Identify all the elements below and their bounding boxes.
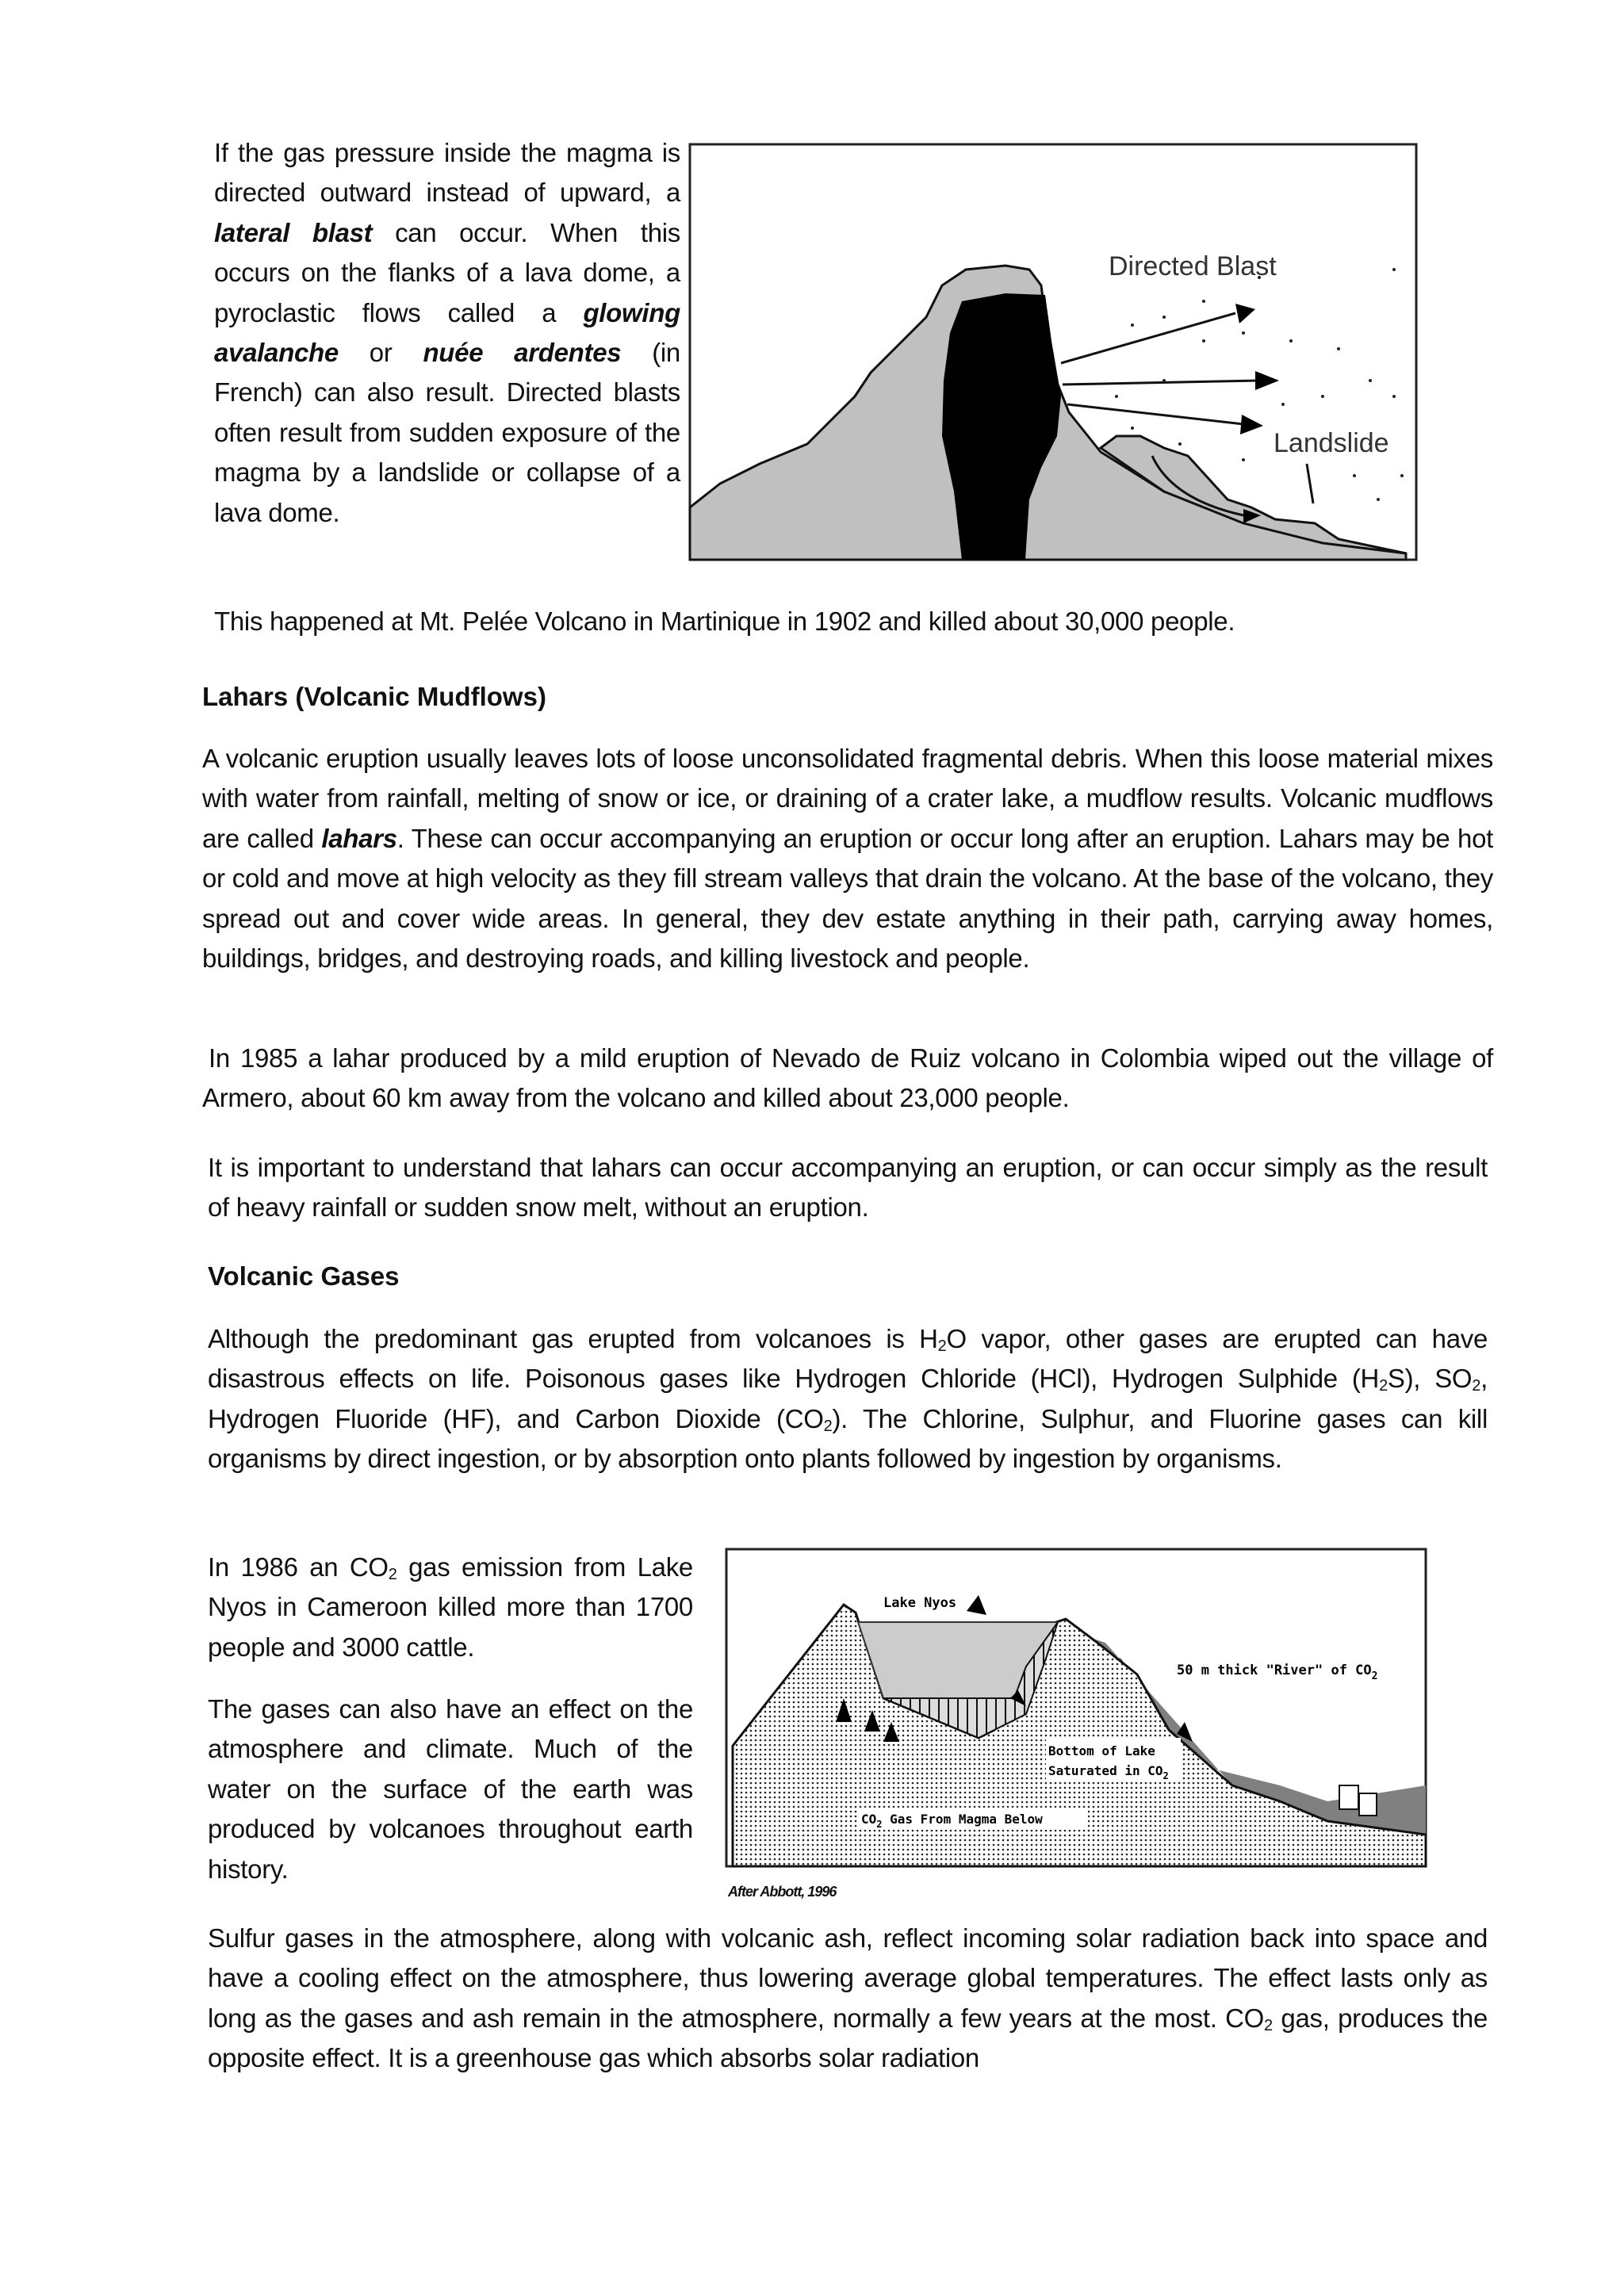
- lahars-note-paragraph: It is important to understand that lahars can occur accompanying an eruption, or can occur simply as the result of heavy rainfall or sudden snow melt, without an eruption.: [208, 1153, 1488, 1223]
- directed-blast-diagram: [688, 143, 1419, 563]
- directed-blast-label: Directed Blast: [1109, 251, 1277, 281]
- lahars-heading: Lahars (Volcanic Mudflows): [202, 682, 546, 711]
- saturated-label: Saturated in $CO_2$: [1048, 1763, 1169, 1781]
- lateral-blast-paragraph: [214, 133, 680, 533]
- sulfur-paragraph: [208, 1919, 1488, 2079]
- term-lateral-blast: lateral blast: [214, 217, 373, 247]
- term-glowing-avalanche: glowing avalanche: [214, 297, 680, 368]
- gas-from-magma-label: $CO_2$ Gas From Magma Below: [861, 1812, 1043, 1830]
- lake-nyos-paragraph: [208, 1548, 693, 1667]
- subscript: 2: [1379, 1377, 1388, 1395]
- text: S), SO: [1387, 1364, 1473, 1394]
- lahars-paragraph: [202, 739, 1493, 978]
- text: can occur. When this occurs on the flanks of a lava dome, a pyroclastic flows called a: [214, 217, 680, 327]
- subscript: 2: [823, 1417, 833, 1435]
- text: . These can occur accompanying an eruption or occur long after an eruption. Lahars may be hot or cold and move at high velocity as they fill stream valleys that drain the volcano. At the base of the volcano, they spread out and cover wide areas. In general, they dev estate anything in their path, carrying away homes, buildings, bridges, and destroying roads, and killing livestock and people.: [202, 823, 1493, 974]
- mt-pelee-paragraph: This happened at Mt. Pelée Volcano in Martinique in 1902 and killed about 30,000 people.: [214, 607, 1235, 636]
- text: or: [338, 338, 423, 368]
- subscript: 2: [1264, 2016, 1273, 2034]
- term-nuee-ardentes: nuée ardentes: [423, 338, 622, 368]
- text: gas emission from Lake Nyos in Cameroon killed more than 1700 people and 3000 cattle.: [208, 1552, 693, 1662]
- text: A volcanic eruption usually leaves lots of loose unconsolidated fragmental debris. When this loose material mixes with water from rainfall, melting of snow or ice, or draining of a crater lake, a mudflow results. Volcanic mudflows are called: [202, 744, 1493, 853]
- term-lahars: lahars: [321, 823, 397, 853]
- text: O vapor, other gases are erupted can have disastrous effects on life. Poisonous gases like Hydrogen Chloride (HCl), Hydrogen Sulphide (H: [208, 1324, 1488, 1394]
- subscript: 2: [937, 1337, 947, 1355]
- lake-nyos-label: Lake Nyos: [883, 1595, 957, 1611]
- text: In 1986 an CO: [208, 1552, 389, 1582]
- text: ). The Chlorine, Sulphur, and Fluorine gases can kill organisms by direct ingestion, or by absorption onto plants followed by ingestion by organisms.: [208, 1403, 1488, 1474]
- figure-caption: After Abbott, 1996: [728, 1884, 837, 1900]
- co2-river-label: 50 m thick "River" of $CO_2$: [1177, 1663, 1378, 1682]
- gases-paragraph: [208, 1319, 1488, 1479]
- text: If the gas pressure inside the magma is directed outward instead of upward, a: [214, 138, 680, 208]
- landslide-label: Landslide: [1274, 428, 1389, 458]
- lake-bottom-label: Bottom of Lake: [1048, 1743, 1155, 1758]
- lake-nyos-diagram: [725, 1548, 1427, 1869]
- climate-paragraph: The gases can also have an effect on the atmosphere and climate. Much of the water on the surface of the earth was produced by volcanoes throughout earth history.: [208, 1694, 693, 1884]
- volcanic-gases-heading: Volcanic Gases: [208, 1261, 400, 1291]
- text: gas, produces the opposite effect. It is a greenhouse gas which absorbs solar radiation: [208, 2003, 1488, 2073]
- subscript: 2: [1472, 1377, 1481, 1395]
- text: (in French) can also result. Directed blasts often result from sudden exposure of the magma by a landslide or collapse of a lava dome.: [214, 338, 680, 527]
- text: Sulfur gases in the atmosphere, along with volcanic ash, reflect incoming solar radiation back into space and have a cooling effect on the atmosphere, thus lowering average global temperatures. The effect lasts only as long as the gases and ash remain in the atmosphere, normally a few years at the most. CO: [208, 1923, 1488, 2033]
- text: Although the predominant gas erupted from volcanoes is H: [208, 1324, 938, 1353]
- subscript: 2: [388, 1566, 397, 1583]
- text: , Hydrogen Fluoride (HF), and Carbon Dioxide (CO: [208, 1364, 1488, 1433]
- armero-paragraph: In 1985 a lahar produced by a mild eruption of Nevado de Ruiz volcano in Colombia wiped out the village of Armero, about 60 km away from the volcano and killed about 23,000 people.: [202, 1043, 1493, 1113]
